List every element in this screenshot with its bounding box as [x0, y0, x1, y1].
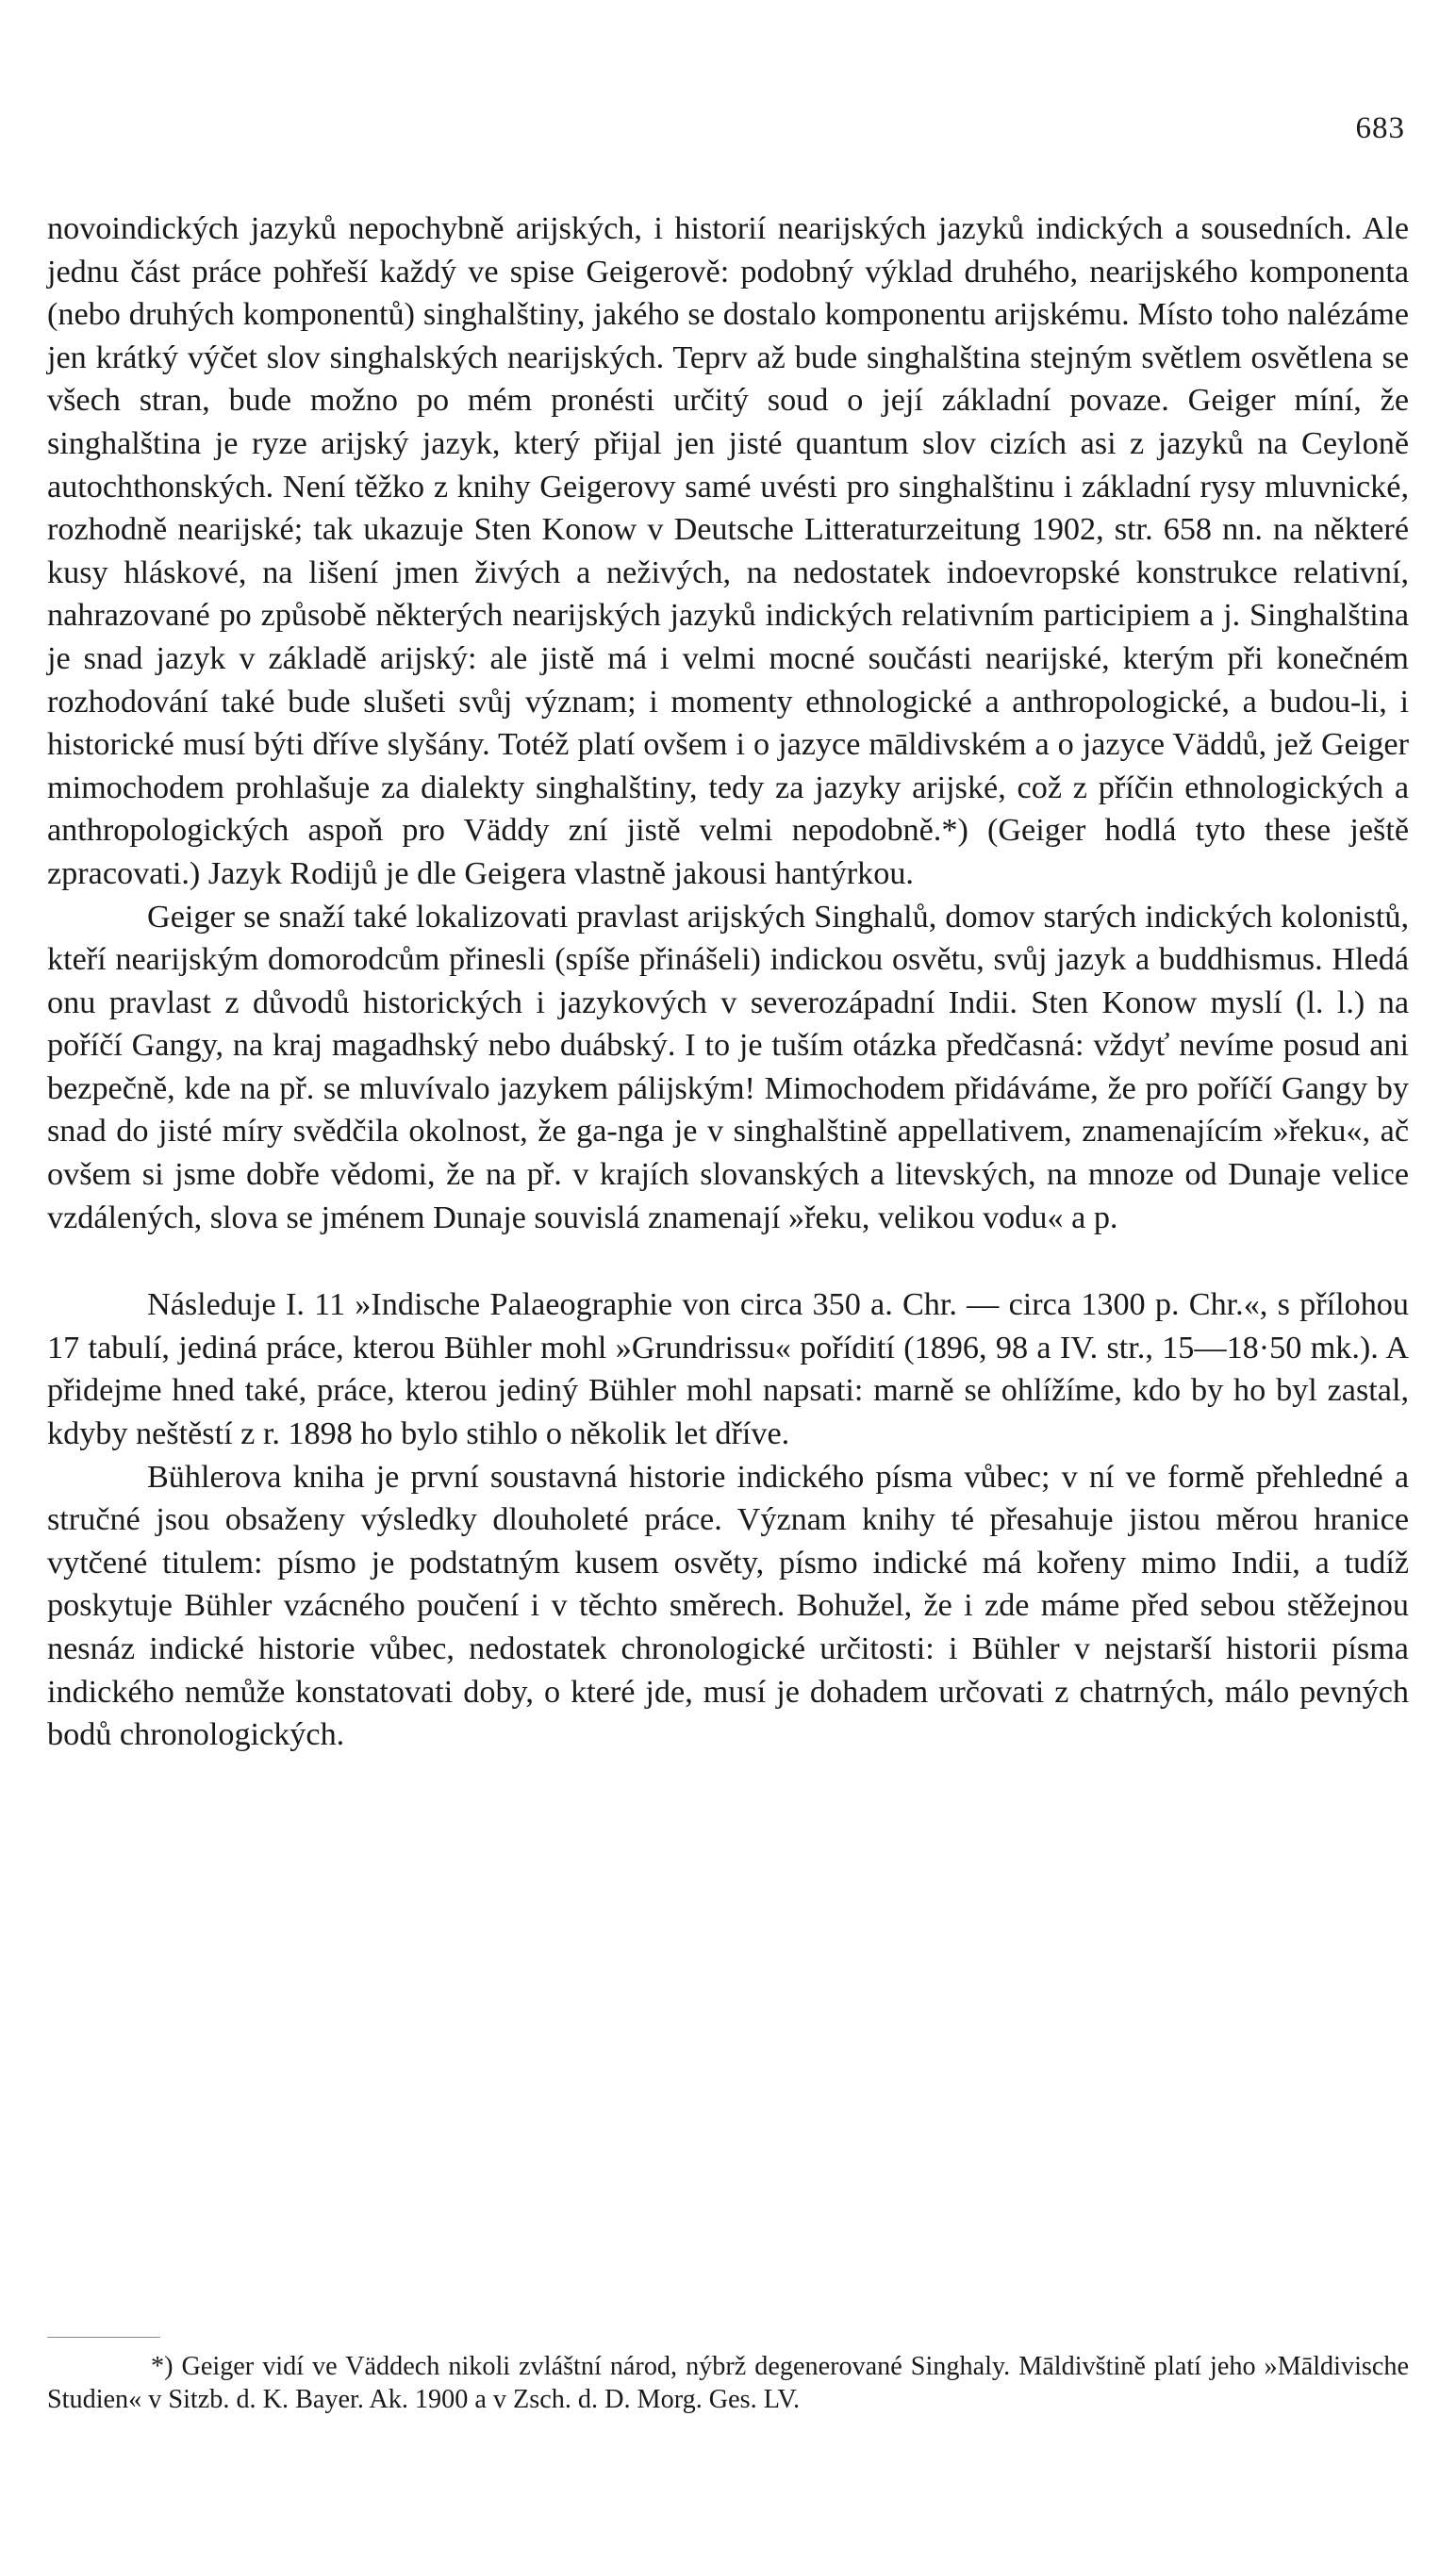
page-number: 683	[1355, 111, 1405, 145]
footnote-divider	[47, 2337, 160, 2338]
section-gap	[47, 1239, 1409, 1283]
paragraph: Bühlerova kniha je první soustavná historie indického písma vůbec; v ní ve formě přehledné a stručné jsou obsaženy výsledky dlouholeté práce. Význam knihy té přesahuje jistou měrou hranice vytčené titulem: písmo je podstatným kusem osvěty, písmo indické má kořeny mimo Indii, a tudíž poskytuje Bühler vzácného poučení i v těchto směrech. Bohužel, že i zde máme před sebou stěžejnou nesnáz indické historie vůbec, nedostatek chronologické určitosti: i Bühler v nejstarší historii písma indického nemůže konstatovati doby, o které jde, musí je dohadem určovati z chatrných, málo pevných bodů chronologických.	[47, 1459, 1409, 1753]
paragraph-continued: novoindických jazyků nepochybně arijských, i historií nearijských jazyků indických a sousedních. Ale jednu část práce pohřeší každý ve spise Geigerově: podobný výklad druhého, nearijského komponenta (nebo druhých komponentů) singhalštiny, jakého se dostalo komponentu arijskému. Místo toho nalézáme jen krátký výčet slov singhalských nearijských. Teprv až bude singhalština stejným světlem osvětlena se všech stran, bude možno po mém pronésti určitý soud o její základní povaze. Geiger míní, že singhalština je ryze arijský jazyk, který přijal jen jisté quantum slov cizích asi z jazyků na Ceyloně autochthonských. Není těžko z knihy Geigerovy samé uvésti pro singhalštinu i základní rysy mluvnické, rozhodně nearijské; tak ukazuje Sten Konow v Deutsche Litteraturzeitung 1902, str. 658 nn. na některé kusy hláskové, na lišení jmen živých a neživých, na nedostatek indoevropské konstrukce relativní, nahrazované po způsobě některých nearijských jazyků indických relativním participiem a j. Singhalština je snad jazyk v základě arijský: ale jistě má i velmi mocné součásti nearijské, kterým při konečném rozhodování také bude slušeti svůj význam; i momenty ethnologické a anthropologické, a budou-li, i historické musí býti dříve slyšány. Totéž platí ovšem i o jazyce māldivském a o jazyce Väddů, jež Geiger mimochodem prohlašuje za dialekty singhalštiny, tedy za jazyky arijské, což z příčin ethnologických a anthropologických aspoň pro Väddy zní jistě velmi nepodobně.*) (Geiger hodlá tyto these ještě zpracovati.) Jazyk Rodijů je dle Geigera vlastně jakousi hantýrkou.	[47, 211, 1409, 891]
paragraph: Následuje I. 11 »Indische Palaeographie von circa 350 a. Chr. — circa 1300 p. Chr.«, s přílohou 17 tabulí, jediná práce, kterou Bühler mohl »Grundrissu« pořídití (1896, 98 a IV. str., 15—18·50 mk.). A přidejme hned také, práce, kterou jediný Bühler mohl napsati: marně se ohlížíme, kdo by ho byl zastal, kdyby neštěstí z r. 1898 ho bylo stihlo o několik let dříve.	[47, 1287, 1409, 1452]
paragraph: Geiger se snaží také lokalizovati pravlast arijských Singhalů, domov starých indických kolonistů, kteří nearijským domorodcům přinesli (spíše přinášeli) indickou osvětu, svůj jazyk a buddhismus. Hledá onu pravlast z důvodů historických i jazykových v severozápadní Indii. Sten Konow myslí (l. l.) na poříčí Gangy, na kraj magadhský nebo duábský. I to je tuším otázka předčasná: vždyť nevíme posud ani bezpečně, kde na př. se mluvívalo jazykem pálijským! Mimochodem přidáváme, že pro poříčí Gangy by snad do jisté míry svědčila okolnost, že ga-nga je v singhalštině appellativem, znamenajícím »řeku«, ač ovšem si jsme dobře vědomi, že na př. v krajích slovanských a litevských, na mnoze od Dunaje velice vzdálených, slova se jménem Dunaje souvislá znamenají »řeku, velikou vodu« a p.	[47, 899, 1409, 1235]
main-text	[47, 207, 1409, 1757]
footnote: *) Geiger vidí ve Väddech nikoli zvláštní národ, nýbrž degenerované Singhaly. Māldivštině platí jeho »Māldivische Studien« v Sitzb. d. K. Bayer. Ak. 1900 a v Zsch. d. D. Morg. Ges. LV.	[47, 2352, 1409, 2414]
